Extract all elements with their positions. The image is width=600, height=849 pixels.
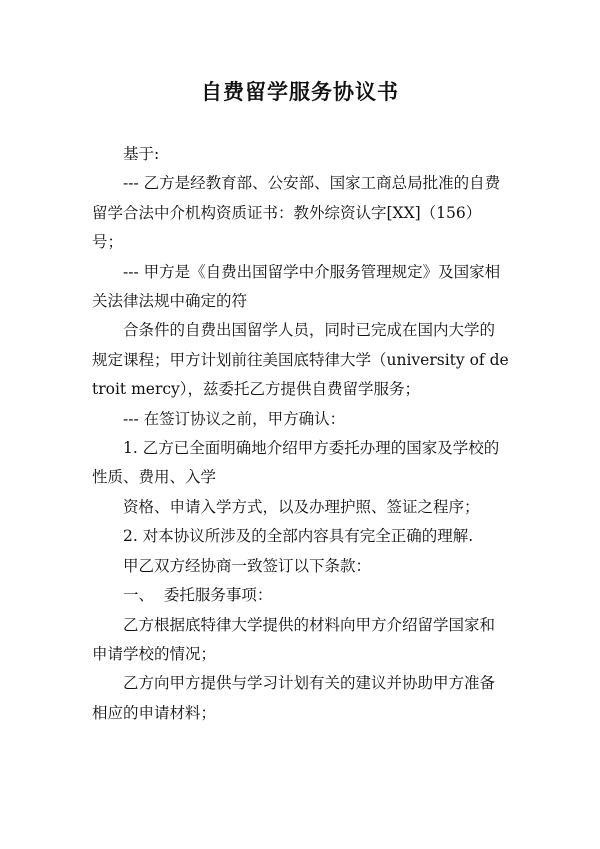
paragraph-confirmation-item-1: 1. 乙方已全面明确地介绍甲方委托办理的国家及学校的性质、费用、入学 (92, 439, 500, 487)
paragraph-party-b-qualification: --- 乙方是经教育部、公安部、国家工商总局批准的自费留学合法中介机构资质证书：教外综资认字[XX]（156）号； (92, 174, 501, 252)
paragraph-basis: 基于: (123, 145, 160, 163)
paragraph-service-application-materials: 乙方向甲方提供与学习计划有关的建议并协助甲方准备相应的申请材料； (92, 674, 496, 722)
paragraph-service-introduction: 乙方根据底特律大学提供的材料向甲方介绍留学国家和申请学校的情况； (92, 615, 496, 663)
paragraph-confirmation-intro: --- 在签订协议之前，甲方确认： (123, 409, 346, 428)
paragraph-party-a-status: --- 甲方是《自费出国留学中介服务管理规定》及国家相关法律法规中确定的符 (92, 262, 501, 311)
paragraph-party-a-plan: 合条件的自费出国留学人员，同时已完成在国内大学的规定课程；甲方计划前往美国底特律大学（university of detroit mercy），兹委托乙方提供自费留学服务； (92, 321, 509, 399)
document-title: 自费留学服务协议书 (201, 80, 399, 104)
paragraph-confirmation-item-1-continued: 资格、申请入学方式，以及办理护照、签证之程序； (123, 497, 480, 516)
paragraph-confirmation-item-2: 2. 对本协议所涉及的全部内容具有完全正确的理解. (123, 527, 474, 546)
paragraph-agreement-intro: 甲乙双方经协商一致签订以下条款： (123, 556, 372, 575)
document-body (92, 140, 510, 728)
section-heading-entrusted-services: 一、 委托服务事项： (123, 586, 273, 605)
